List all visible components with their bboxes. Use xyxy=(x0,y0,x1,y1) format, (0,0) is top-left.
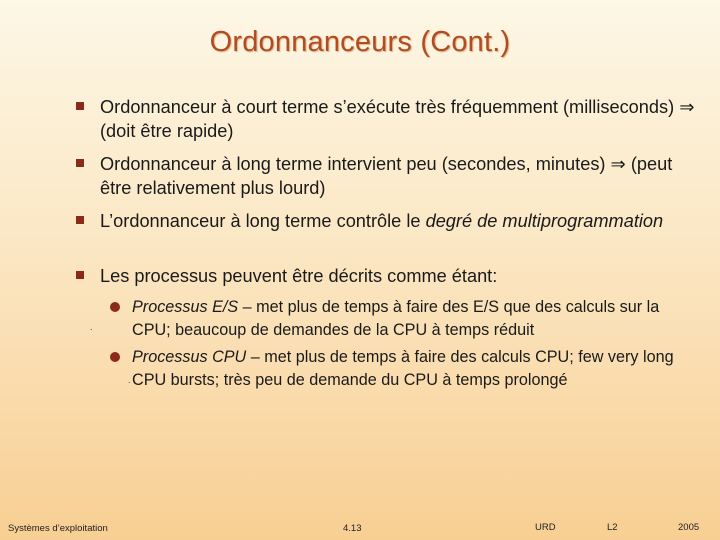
sub-bullet-2 xyxy=(108,346,688,392)
bullet-2-text: Ordonnanceur à long terme intervient peu (secondes, minutes) ⇒ (peut être relativement plus lourd) xyxy=(100,154,673,198)
stray-mark: . xyxy=(128,375,131,385)
sub-bullet-1-emphasis: Processus E/S xyxy=(132,298,239,316)
bullet-3-text: L’ordonnanceur à long terme contrôle le degré de multiprogrammation xyxy=(100,211,664,231)
footer-level: L2 xyxy=(607,522,618,533)
sub-bullet-1 xyxy=(108,296,688,342)
footer-urd: URD xyxy=(535,522,556,533)
bullet-1 xyxy=(84,95,704,143)
sub-bullet-2-text: – met plus de temps à faire des calculs CPU; few very long CPU bursts; très peu de demande du CPU à temps prolongé xyxy=(132,348,674,389)
round-bullet-icon xyxy=(110,352,120,362)
bullet-1-text: Ordonnanceur à court terme s’exécute très fréquemment (milliseconds) ⇒ (doit être rapide) xyxy=(100,97,695,141)
bullet-2 xyxy=(84,152,704,200)
slide-title: Ordonnanceurs (Cont.) xyxy=(209,26,511,58)
square-bullet-icon xyxy=(76,271,84,279)
square-bullet-icon xyxy=(76,102,84,110)
bullet-4 xyxy=(84,264,704,288)
footer-course: Systèmes d’exploitation xyxy=(8,523,108,534)
bullet-4-text: Les processus peuvent être décrits comme étant: xyxy=(100,266,498,286)
footer-year: 2005 xyxy=(678,522,700,533)
footer-page-number: 4.13 xyxy=(343,523,362,534)
square-bullet-icon xyxy=(76,216,84,224)
round-bullet-icon xyxy=(110,302,120,312)
sub-bullet-2-emphasis: Processus CPU xyxy=(132,348,247,366)
sub-bullet-1-text: – met plus de temps à faire des E/S que des calculs sur la CPU; beaucoup de demandes de la CPU à temps réduit xyxy=(132,298,660,339)
square-bullet-icon xyxy=(76,159,84,167)
bullet-3 xyxy=(84,209,704,233)
stray-mark: . xyxy=(90,322,93,332)
bullet-3-emphasis: degré de multiprogrammation xyxy=(425,211,664,231)
